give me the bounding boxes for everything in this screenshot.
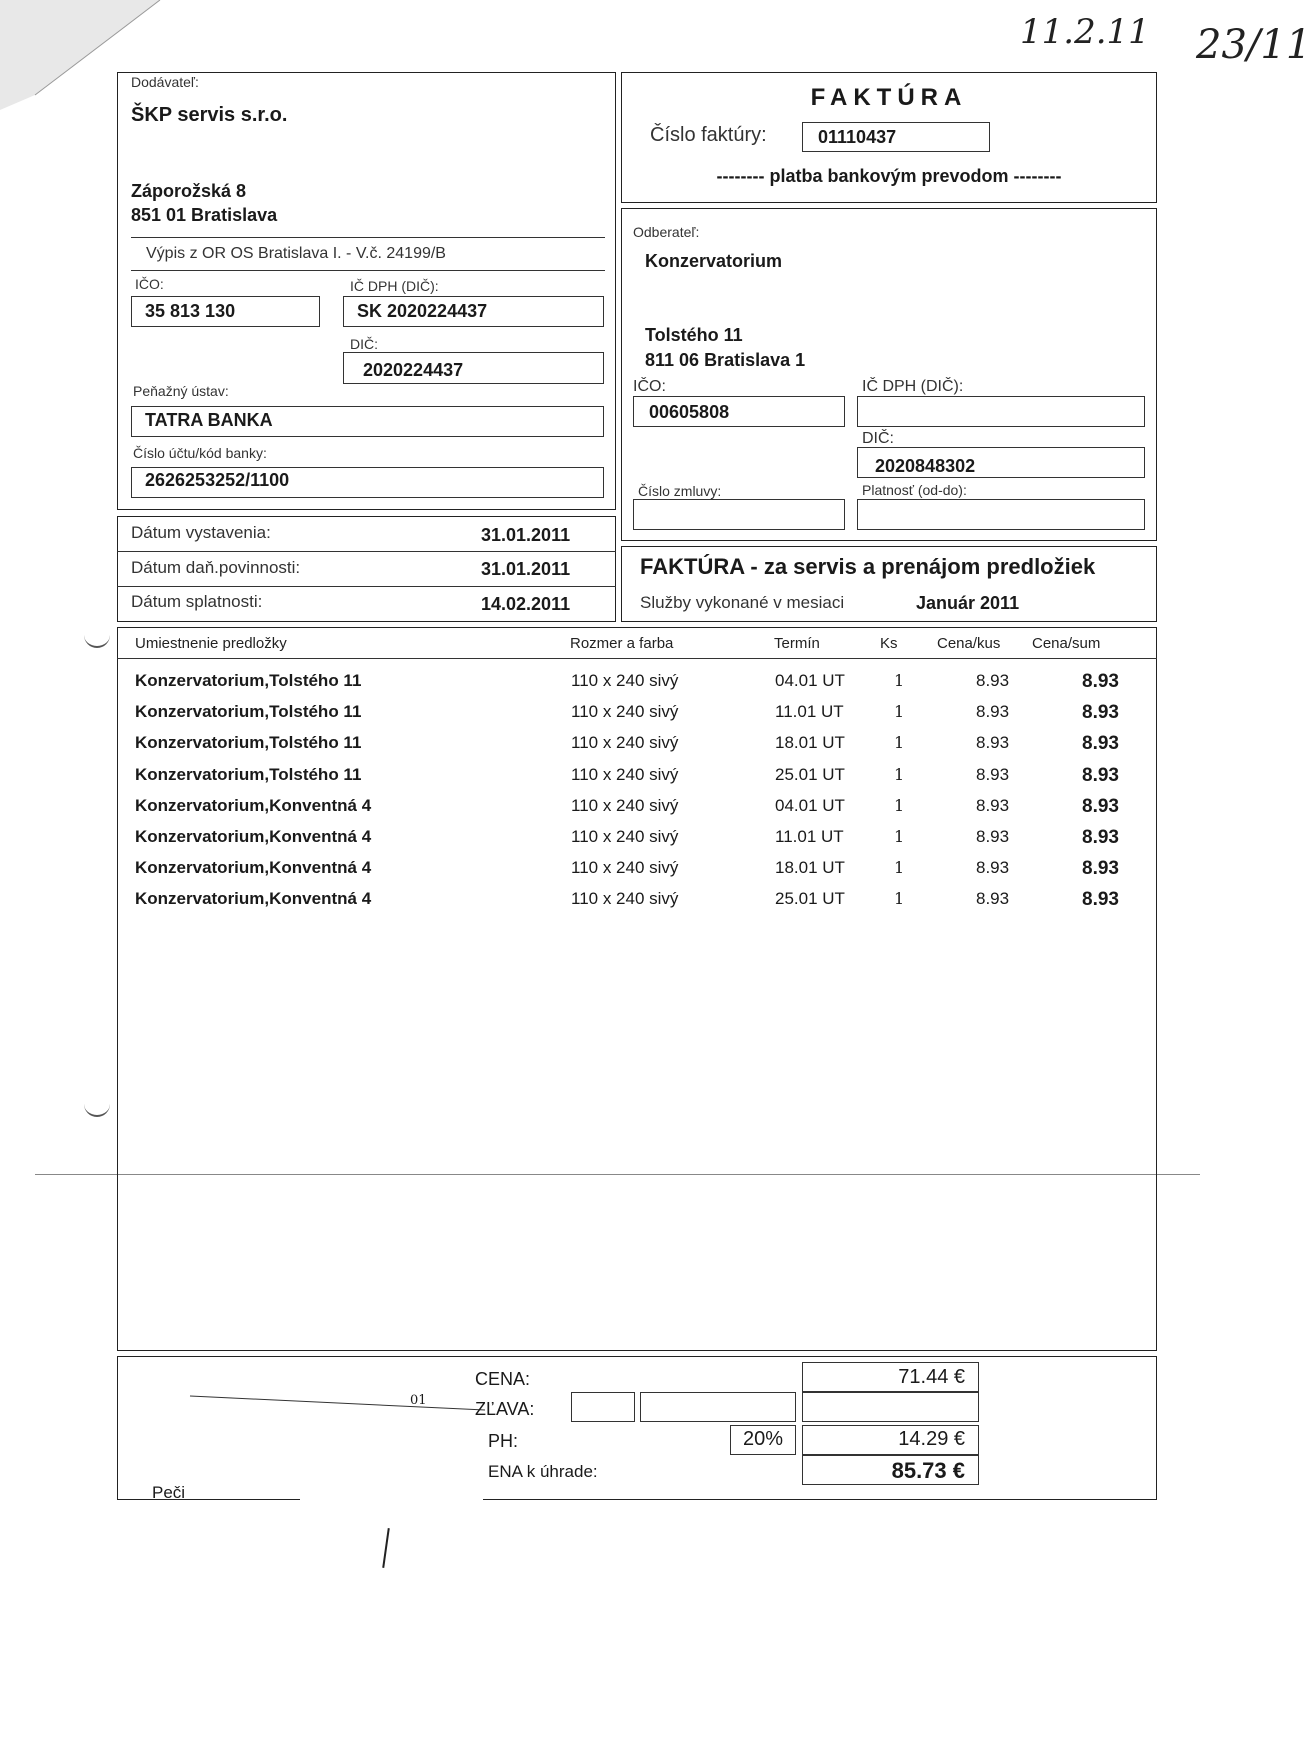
supplier-divider-bottom [131, 270, 605, 271]
tax-date: 31.01.2011 [481, 559, 571, 579]
cell-location: Konzervatorium,Konventná 4 [135, 795, 372, 815]
customer-dic: 2020848302 [875, 456, 976, 476]
header-sum: Cena/sum [1032, 635, 1101, 652]
cell-qty: 1 [894, 858, 905, 878]
cell-location: Konzervatorium,Konventná 4 [135, 827, 372, 846]
invoice-title: FAKTÚRA [810, 84, 968, 111]
payment-method: -------- platba bankovým prevodom -------- [716, 166, 1062, 186]
cell-location: Konzervatorium,Konventná 4 [135, 858, 372, 878]
punch-hole-bottom [84, 1097, 110, 1117]
header-term: Termín [774, 635, 820, 652]
total-due-value: 85.73 € [891, 1458, 965, 1483]
cell-qty: 1 [894, 671, 905, 690]
cell-term: 25.01 UT [775, 889, 845, 909]
supplier-icdph-label: IČ DPH (DIČ): [350, 278, 439, 294]
cell-sum: 8.93 [1082, 702, 1119, 724]
cell-term: 11.01 UT [775, 827, 844, 846]
cell-qty: 1 [894, 733, 905, 753]
tax-date-label: Dátum daň.povinnosti: [131, 558, 301, 577]
cell-term: 04.01 UT [775, 671, 845, 690]
punch-hole-top [84, 628, 110, 648]
customer-name: Konzervatorium [645, 251, 783, 271]
cell-term: 18.01 UT [775, 733, 845, 753]
cell-size: 110 x 240 sivý [571, 671, 679, 690]
supplier-bank: TATRA BANKA [145, 410, 273, 430]
supplier-label: Dodávateľ: [131, 74, 199, 90]
customer-ico-label: IČO: [633, 378, 666, 395]
table-row [135, 733, 1135, 764]
header-qty: Ks [880, 635, 898, 652]
cell-unit-price: 8.93 [976, 795, 1010, 815]
cell-unit-price: 8.93 [976, 671, 1010, 690]
cell-sum: 8.93 [1082, 827, 1119, 848]
stamp-label: Peči [152, 1483, 186, 1502]
table-header-divider [117, 658, 1157, 659]
invoice-number: 01110437 [818, 127, 897, 147]
discount-percent-field [571, 1392, 635, 1422]
supplier-street: Záporožská 8 [131, 181, 247, 201]
cell-unit-price: 8.93 [976, 827, 1010, 846]
cell-size: 110 x 240 sivý [571, 858, 679, 878]
invoice-number-label: Číslo faktúry: [650, 124, 767, 146]
table-row [135, 702, 1135, 733]
services-month: Január 2011 [916, 593, 1020, 613]
cell-location: Konzervatorium,Tolstého 11 [135, 671, 362, 690]
due-date: 14.02.2011 [481, 594, 571, 614]
cell-sum: 8.93 [1082, 795, 1119, 817]
dates-divider-1 [117, 551, 616, 552]
services-label: Služby vykonané v mesiaci [640, 593, 845, 612]
total-due-label: ENA k úhrade: [488, 1462, 598, 1481]
customer-street: Tolstého 11 [645, 325, 743, 345]
discount-amount-field [640, 1392, 796, 1422]
totals-box [117, 1356, 1157, 1500]
cell-unit-price: 8.93 [976, 764, 1010, 784]
cell-size: 110 x 240 sivý [571, 733, 679, 753]
cell-sum: 8.93 [1082, 671, 1119, 692]
cell-sum: 8.93 [1082, 733, 1119, 755]
subject-title: FAKTÚRA - za servis a prenájom predložiek [640, 554, 1096, 579]
cell-size: 110 x 240 sivý [571, 764, 679, 784]
cell-size: 110 x 240 sivý [571, 795, 679, 815]
discount-code: 01 [410, 1393, 427, 1408]
supplier-ico: 35 813 130 [145, 301, 236, 321]
supplier-ico-label: IČO: [135, 276, 164, 292]
price-label: CENA: [475, 1369, 531, 1389]
customer-ico: 00605808 [649, 402, 730, 422]
cell-term: 11.01 UT [775, 702, 844, 722]
pen-mark [382, 1528, 390, 1568]
totals-box-gap [300, 1494, 483, 1504]
cell-unit-price: 8.93 [976, 733, 1010, 753]
issue-date-label: Dátum vystavenia: [131, 523, 271, 542]
supplier-bank-label: Peňažný ústav: [133, 383, 229, 399]
cell-sum: 8.93 [1082, 889, 1119, 911]
supplier-dic-label: DIČ: [350, 336, 378, 352]
due-date-label: Dátum splatnosti: [131, 592, 263, 611]
cell-location: Konzervatorium,Tolstého 11 [135, 733, 362, 753]
cell-size: 110 x 240 sivý [571, 889, 679, 909]
table-row [135, 671, 1135, 702]
price-value: 71.44 € [898, 1366, 965, 1388]
cell-unit-price: 8.93 [976, 702, 1010, 722]
header-location: Umiestnenie predložky [135, 635, 287, 652]
discount-value-field [802, 1392, 979, 1422]
cell-size: 110 x 240 sivý [571, 827, 679, 846]
supplier-account-label: Číslo účtu/kód banky: [133, 445, 267, 461]
cell-qty: 1 [894, 795, 905, 815]
customer-label: Odberateľ: [633, 224, 700, 240]
table-row [135, 858, 1135, 889]
supplier-divider-top [131, 237, 605, 238]
cell-sum: 8.93 [1082, 858, 1119, 880]
cell-size: 110 x 240 sivý [571, 702, 679, 722]
customer-icdph-label: IČ DPH (DIČ): [862, 378, 964, 395]
supplier-icdph: SK 2020224437 [357, 301, 488, 321]
cell-term: 18.01 UT [775, 858, 845, 878]
vat-value: 14.29 € [898, 1428, 965, 1450]
supplier-city: 851 01 Bratislava [131, 205, 278, 225]
cell-term: 04.01 UT [775, 795, 845, 815]
supplier-account: 2626253252/1100 [145, 470, 290, 490]
cell-sum: 8.93 [1082, 764, 1119, 786]
cell-qty: 1 [894, 889, 905, 909]
vat-rate: 20% [742, 1428, 784, 1450]
cell-unit-price: 8.93 [976, 858, 1010, 878]
cell-qty: 1 [894, 827, 905, 846]
cell-unit-price: 8.93 [976, 889, 1010, 909]
vat-label: PH: [488, 1431, 519, 1451]
cell-qty: 1 [894, 702, 905, 722]
customer-contract-label: Číslo zmluvy: [638, 483, 722, 499]
supplier-register: Výpis z OR OS Bratislava I. - V.č. 24199/B [146, 245, 446, 262]
cell-term: 25.01 UT [775, 764, 845, 784]
customer-dic-label: DIČ: [862, 430, 894, 447]
handwritten-reference: 23/11 [1196, 22, 1311, 68]
table-row [135, 889, 1135, 920]
customer-validity-field [857, 499, 1145, 530]
cell-qty: 1 [894, 764, 905, 784]
supplier-dic: 2020224437 [363, 360, 464, 380]
handwritten-date: 11.2.11 [1020, 12, 1150, 52]
customer-city: 811 06 Bratislava 1 [645, 350, 806, 370]
customer-validity-label: Platnosť (od-do): [862, 482, 967, 498]
discount-label: ZĽAVA: [475, 1399, 535, 1419]
table-row [135, 765, 1135, 796]
customer-contract-field [633, 499, 845, 530]
header-unit-price: Cena/kus [937, 635, 1001, 652]
cell-location: Konzervatorium,Konventná 4 [135, 889, 372, 909]
cell-location: Konzervatorium,Tolstého 11 [135, 764, 362, 784]
dates-divider-2 [117, 586, 616, 587]
issue-date: 31.01.2011 [481, 525, 571, 545]
supplier-name: ŠKP servis s.r.o. [131, 104, 288, 126]
header-size: Rozmer a farba [570, 635, 674, 652]
customer-icdph-field [857, 396, 1145, 427]
table-row [135, 827, 1135, 858]
cell-location: Konzervatorium,Tolstého 11 [135, 702, 362, 722]
discount-stroke [190, 1394, 490, 1414]
table-row [135, 796, 1135, 827]
